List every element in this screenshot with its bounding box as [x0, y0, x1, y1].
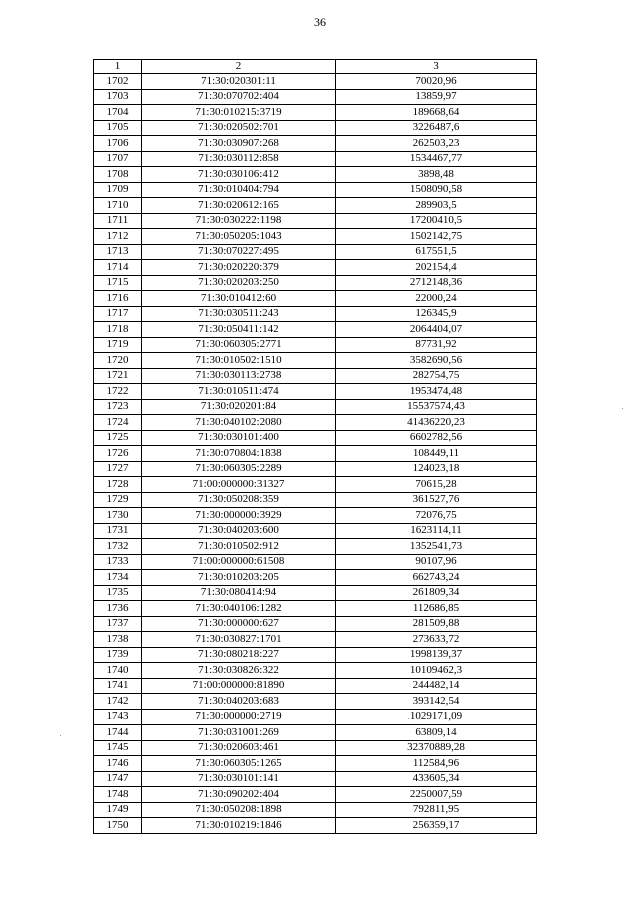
table-row [94, 415, 537, 431]
cadastral-number-cell: 71:30:020502:701 [142, 120, 336, 136]
cadastral-number-cell: 71:30:010412:60 [142, 291, 336, 307]
value-cell: 90107,96 [336, 554, 537, 570]
table-row [94, 601, 537, 617]
table-row [94, 802, 537, 818]
cadastral-number-cell: 71:30:000000:2719 [142, 709, 336, 725]
cadastral-number-cell: 71:30:070702:404 [142, 89, 336, 105]
cadastral-number-cell: 71:30:070804:1838 [142, 446, 336, 462]
cadastral-number-cell: 71:30:030101:400 [142, 430, 336, 446]
value-cell: 3226487,6 [336, 120, 537, 136]
value-cell: 289903,5 [336, 198, 537, 214]
row-number-cell: 1709 [94, 182, 142, 198]
cadastral-number-cell: 71:30:010511:474 [142, 384, 336, 400]
table-row [94, 399, 537, 415]
data-table [93, 59, 537, 834]
table-row [94, 787, 537, 803]
value-cell: 256359,17 [336, 818, 537, 834]
value-cell: 32370889,28 [336, 740, 537, 756]
row-number-cell: 1745 [94, 740, 142, 756]
cadastral-number-cell: 71:30:020201:84 [142, 399, 336, 415]
cadastral-number-cell: 71:30:030222:1198 [142, 213, 336, 229]
value-cell: 202154,4 [336, 260, 537, 276]
value-cell: 108449,11 [336, 446, 537, 462]
cadastral-number-cell: 71:30:060305:1265 [142, 756, 336, 772]
table-row [94, 306, 537, 322]
value-cell: 3898,48 [336, 167, 537, 183]
table-body [94, 74, 537, 834]
value-cell: 1623114,11 [336, 523, 537, 539]
table-row [94, 120, 537, 136]
value-cell: 63809,14 [336, 725, 537, 741]
row-number-cell: 1742 [94, 694, 142, 710]
row-number-cell: 1736 [94, 601, 142, 617]
row-number-cell: 1750 [94, 818, 142, 834]
row-number-cell: 1718 [94, 322, 142, 338]
cadastral-number-cell: 71:30:050411:142 [142, 322, 336, 338]
row-number-cell: 1707 [94, 151, 142, 167]
cadastral-number-cell: 71:30:040203:683 [142, 694, 336, 710]
value-cell: 126345,9 [336, 306, 537, 322]
row-number-cell: 1722 [94, 384, 142, 400]
row-number-cell: 1725 [94, 430, 142, 446]
cadastral-number-cell: 71:00:000000:81890 [142, 678, 336, 694]
column-header-3: 3 [336, 60, 537, 74]
value-cell: 1998139,37 [336, 647, 537, 663]
value-cell: 10109462,3 [336, 663, 537, 679]
row-number-cell: 1711 [94, 213, 142, 229]
value-cell: 112686,85 [336, 601, 537, 617]
row-number-cell: 1738 [94, 632, 142, 648]
row-number-cell: 1730 [94, 508, 142, 524]
row-number-cell: 1740 [94, 663, 142, 679]
row-number-cell: 1737 [94, 616, 142, 632]
row-number-cell: 1702 [94, 74, 142, 90]
table-row [94, 554, 537, 570]
table-row [94, 570, 537, 586]
column-header-1: 1 [94, 60, 142, 74]
cadastral-number-cell: 71:30:030511:243 [142, 306, 336, 322]
table-row [94, 198, 537, 214]
row-number-cell: 1731 [94, 523, 142, 539]
row-number-cell: 1712 [94, 229, 142, 245]
row-number-cell: 1727 [94, 461, 142, 477]
table-row [94, 492, 537, 508]
row-number-cell: 1747 [94, 771, 142, 787]
cadastral-number-cell: 71:30:080218:227 [142, 647, 336, 663]
cadastral-number-cell: 71:30:030826:322 [142, 663, 336, 679]
cadastral-number-cell: 71:30:040106:1282 [142, 601, 336, 617]
cadastral-number-cell: 71:30:000000:627 [142, 616, 336, 632]
table-row [94, 89, 537, 105]
cadastral-number-cell: 71:30:050208:359 [142, 492, 336, 508]
row-number-cell: 1732 [94, 539, 142, 555]
value-cell: 15537574,43 [336, 399, 537, 415]
row-number-cell: 1733 [94, 554, 142, 570]
value-cell: 3582690,56 [336, 353, 537, 369]
row-number-cell: 1744 [94, 725, 142, 741]
cadastral-number-cell: 71:30:010219:1846 [142, 818, 336, 834]
cadastral-number-cell: 71:30:031001:269 [142, 725, 336, 741]
table-row [94, 260, 537, 276]
row-number-cell: 1717 [94, 306, 142, 322]
cadastral-number-cell: 71:30:020203:250 [142, 275, 336, 291]
cadastral-number-cell: 71:30:020220:379 [142, 260, 336, 276]
table-row [94, 740, 537, 756]
table-row [94, 446, 537, 462]
value-cell: 1534467,77 [336, 151, 537, 167]
value-cell: 244482,14 [336, 678, 537, 694]
value-cell: 22000,24 [336, 291, 537, 307]
table-row [94, 182, 537, 198]
row-number-cell: 1708 [94, 167, 142, 183]
row-number-cell: 1704 [94, 105, 142, 121]
value-cell: 662743,24 [336, 570, 537, 586]
value-cell: 72076,75 [336, 508, 537, 524]
cadastral-number-cell: 71:00:000000:61508 [142, 554, 336, 570]
table-row [94, 647, 537, 663]
cadastral-number-cell: 71:30:000000:3929 [142, 508, 336, 524]
table-row [94, 368, 537, 384]
table-row [94, 523, 537, 539]
cadastral-number-cell: 71:30:060305:2289 [142, 461, 336, 477]
cadastral-number-cell: 71:30:050208:1898 [142, 802, 336, 818]
cadastral-number-cell: 71:30:030112:858 [142, 151, 336, 167]
table-row [94, 213, 537, 229]
table-row [94, 477, 537, 493]
table-row [94, 539, 537, 555]
row-number-cell: 1713 [94, 244, 142, 260]
row-number-cell: 1729 [94, 492, 142, 508]
table-row [94, 353, 537, 369]
value-cell: 87731,92 [336, 337, 537, 353]
scan-speck [408, 718, 409, 719]
table-row [94, 151, 537, 167]
row-number-cell: 1724 [94, 415, 142, 431]
value-cell: 13859,97 [336, 89, 537, 105]
cadastral-number-cell: 71:30:090202:404 [142, 787, 336, 803]
scan-speck [60, 735, 61, 736]
value-cell: 792811,95 [336, 802, 537, 818]
row-number-cell: 1743 [94, 709, 142, 725]
row-number-cell: 1705 [94, 120, 142, 136]
value-cell: 281509,88 [336, 616, 537, 632]
table-header [94, 60, 537, 74]
value-cell: 1508090,58 [336, 182, 537, 198]
table-row [94, 322, 537, 338]
table-row [94, 105, 537, 121]
table-row [94, 430, 537, 446]
table-row [94, 694, 537, 710]
cadastral-number-cell: 71:30:030101:141 [142, 771, 336, 787]
row-number-cell: 1748 [94, 787, 142, 803]
cadastral-number-cell: 71:30:020603:461 [142, 740, 336, 756]
table-row [94, 461, 537, 477]
cadastral-number-cell: 71:30:020301:11 [142, 74, 336, 90]
row-number-cell: 1720 [94, 353, 142, 369]
value-cell: 2250007,59 [336, 787, 537, 803]
row-number-cell: 1728 [94, 477, 142, 493]
table-row [94, 167, 537, 183]
table-row [94, 678, 537, 694]
value-cell: 262503,23 [336, 136, 537, 152]
value-cell: 41436220,23 [336, 415, 537, 431]
table-row [94, 725, 537, 741]
value-cell: 17200410,5 [336, 213, 537, 229]
row-number-cell: 1741 [94, 678, 142, 694]
page-number: 36 [314, 15, 326, 29]
value-cell: 1029171,09 [336, 709, 537, 725]
row-number-cell: 1706 [94, 136, 142, 152]
value-cell: 261809,34 [336, 585, 537, 601]
row-number-cell: 1714 [94, 260, 142, 276]
table-row [94, 771, 537, 787]
header-row [94, 60, 537, 74]
table-row [94, 136, 537, 152]
table-row [94, 74, 537, 90]
value-cell: 2712148,36 [336, 275, 537, 291]
table-row [94, 585, 537, 601]
row-number-cell: 1746 [94, 756, 142, 772]
cadastral-number-cell: 71:30:030827:1701 [142, 632, 336, 648]
value-cell: 112584,96 [336, 756, 537, 772]
cadastral-number-cell: 71:30:080414:94 [142, 585, 336, 601]
value-cell: 189668,64 [336, 105, 537, 121]
value-cell: 361527,76 [336, 492, 537, 508]
value-cell: 70615,28 [336, 477, 537, 493]
table-row [94, 291, 537, 307]
value-cell: 124023,18 [336, 461, 537, 477]
cadastral-number-cell: 71:30:030113:2738 [142, 368, 336, 384]
cadastral-number-cell: 71:30:050205:1043 [142, 229, 336, 245]
column-header-2: 2 [142, 60, 336, 74]
value-cell: 393142,54 [336, 694, 537, 710]
row-number-cell: 1734 [94, 570, 142, 586]
table-row [94, 756, 537, 772]
table-row [94, 709, 537, 725]
table-row [94, 229, 537, 245]
value-cell: 433605,34 [336, 771, 537, 787]
cadastral-number-cell: 71:30:030907:268 [142, 136, 336, 152]
row-number-cell: 1735 [94, 585, 142, 601]
value-cell: 2064404,07 [336, 322, 537, 338]
row-number-cell: 1719 [94, 337, 142, 353]
cadastral-number-cell: 71:30:010215:3719 [142, 105, 336, 121]
row-number-cell: 1715 [94, 275, 142, 291]
cadastral-number-cell: 71:30:040102:2080 [142, 415, 336, 431]
row-number-cell: 1716 [94, 291, 142, 307]
cadastral-number-cell: 71:00:000000:31327 [142, 477, 336, 493]
table-row [94, 244, 537, 260]
scan-speck [622, 408, 623, 409]
table-row [94, 337, 537, 353]
table-row [94, 508, 537, 524]
cadastral-number-cell: 71:30:070227:495 [142, 244, 336, 260]
cadastral-number-cell: 71:30:010203:205 [142, 570, 336, 586]
cadastral-number-cell: 71:30:010502:1510 [142, 353, 336, 369]
value-cell: 617551,5 [336, 244, 537, 260]
row-number-cell: 1703 [94, 89, 142, 105]
table-row [94, 818, 537, 834]
cadastral-number-cell: 71:30:020612:165 [142, 198, 336, 214]
table-row [94, 632, 537, 648]
row-number-cell: 1726 [94, 446, 142, 462]
table-row [94, 616, 537, 632]
value-cell: 282754,75 [336, 368, 537, 384]
value-cell: 273633,72 [336, 632, 537, 648]
cadastral-number-cell: 71:30:060305:2771 [142, 337, 336, 353]
value-cell: 6602782,56 [336, 430, 537, 446]
table-row [94, 275, 537, 291]
cadastral-number-cell: 71:30:030106:412 [142, 167, 336, 183]
cadastral-number-cell: 71:30:010502:912 [142, 539, 336, 555]
cadastral-number-cell: 71:30:010404:794 [142, 182, 336, 198]
row-number-cell: 1749 [94, 802, 142, 818]
row-number-cell: 1739 [94, 647, 142, 663]
row-number-cell: 1710 [94, 198, 142, 214]
value-cell: 1502142,75 [336, 229, 537, 245]
value-cell: 1352541,73 [336, 539, 537, 555]
table-row [94, 384, 537, 400]
table-row [94, 663, 537, 679]
row-number-cell: 1721 [94, 368, 142, 384]
value-cell: 1953474,48 [336, 384, 537, 400]
value-cell: 70020,96 [336, 74, 537, 90]
cadastral-number-cell: 71:30:040203:600 [142, 523, 336, 539]
row-number-cell: 1723 [94, 399, 142, 415]
